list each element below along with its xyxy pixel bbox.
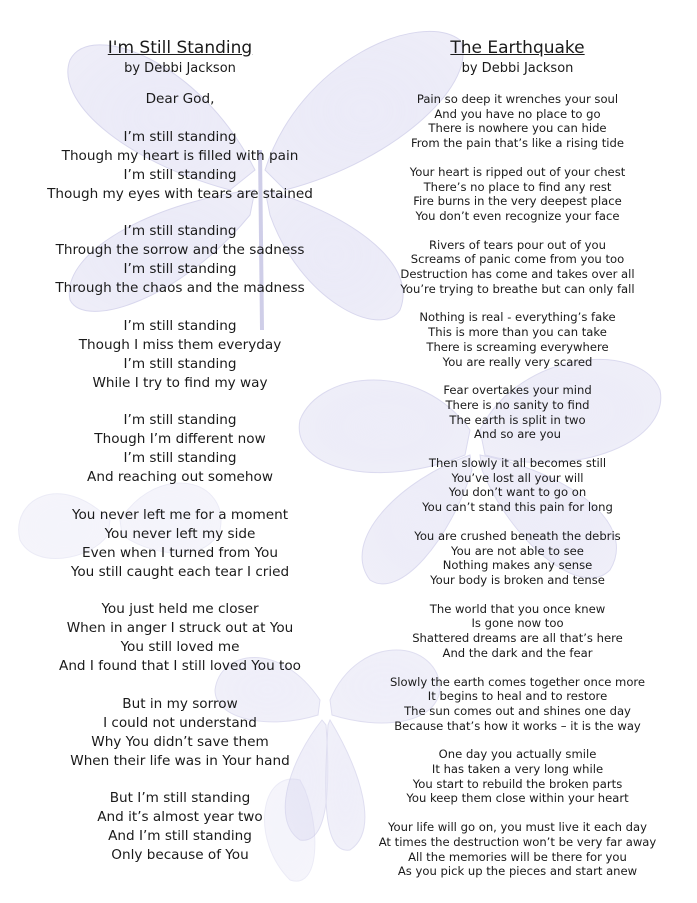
poem-line: Fire burns in the very deepest place	[413, 194, 622, 209]
stanza	[30, 600, 330, 676]
poem-line: Fear overtakes your mind	[443, 383, 592, 398]
poem-line: From the pain that’s like a rising tide	[410, 136, 625, 151]
poem-line: There is nowhere you can hide	[428, 121, 607, 136]
poem-line: You still caught each tear I cried	[70, 563, 290, 580]
poem-line: Your heart is ripped out of your chest	[409, 164, 626, 179]
poem-line: I’m still standing	[123, 355, 237, 372]
stanza	[30, 317, 330, 393]
poem-line: You are crushed beneath the debris	[414, 528, 621, 543]
stanza	[360, 383, 675, 442]
poem-line: The world that you once knew	[429, 601, 606, 616]
poem-line: Rivers of tears pour out of you	[429, 237, 606, 252]
poem-line: You don’t even recognize your face	[415, 208, 620, 223]
poem-line: Shattered dreams are all that’s here	[412, 631, 623, 646]
poem-line: You keep them close within your heart	[406, 791, 629, 806]
poem-line: All the memories will be there for you	[408, 849, 627, 864]
stanza	[30, 695, 330, 771]
stanza	[360, 92, 675, 151]
poem-line: I’m still standing	[123, 317, 237, 334]
stanza	[30, 90, 330, 109]
poem-line: Then slowly it all becomes still	[428, 456, 607, 471]
poem-line: Only because of You	[111, 847, 249, 864]
poem-right	[360, 36, 675, 893]
poem-line: You can’t stand this pain for long	[422, 500, 613, 515]
poem-line: Screams of panic come from you too	[410, 252, 625, 267]
poem-line: Dear God,	[145, 91, 215, 107]
poem-line: And you have no place to go	[434, 106, 601, 121]
poem-line: Through the chaos and the madness	[55, 280, 305, 297]
stanza	[30, 128, 330, 204]
poem-line: Destruction has come and takes over all	[400, 267, 635, 282]
poem-line: Though I miss them everyday	[78, 336, 282, 353]
poem-line: I’m still standing	[123, 223, 237, 240]
poem-left	[30, 36, 330, 884]
poem-line: Is gone now too	[471, 616, 564, 631]
poem-line: There’s no place to find any rest	[423, 179, 612, 194]
poem-line: Though my eyes with tears are stained	[47, 185, 313, 202]
stanza	[360, 675, 675, 734]
poem-line: And it’s almost year two	[97, 809, 263, 826]
poem-line: Though my heart is filled with pain	[61, 147, 299, 164]
poem-line: You don’t want to go on	[448, 485, 587, 500]
stanza	[360, 747, 675, 806]
poem-line: This is more than you can take	[428, 325, 607, 340]
poem-line: Even when I turned from You	[82, 544, 278, 561]
poem-line: It begins to heal and to restore	[427, 689, 608, 704]
stanza	[360, 529, 675, 588]
poem-author: by Debbi Jackson	[124, 61, 236, 76]
poem-body	[30, 90, 330, 865]
poem-line: As you pick up the pieces and start anew	[397, 864, 638, 879]
poem-line: I’m still standing	[123, 412, 237, 429]
poem-line: Through the sorrow and the sadness	[55, 242, 305, 259]
poem-line: You start to rebuild the broken parts	[412, 776, 623, 791]
stanza	[360, 238, 675, 297]
poem-line: Nothing is real - everything’s fake	[419, 310, 616, 325]
poem-line: And the dark and the fear	[442, 645, 593, 660]
poem-title: I'm Still Standing	[107, 38, 253, 58]
poem-line: I could not understand	[103, 714, 257, 731]
poem-line: When their life was in Your hand	[70, 752, 290, 769]
stanza	[30, 411, 330, 487]
poem-line: You never left my side	[104, 525, 256, 542]
poem-title: The Earthquake	[450, 38, 585, 58]
poem-line: You still loved me	[120, 639, 240, 656]
stanza	[30, 222, 330, 298]
poem-line: I’m still standing	[123, 261, 237, 278]
poem-line: Slowly the earth comes together once more	[389, 674, 646, 689]
poem-line: And I’m still standing	[108, 828, 252, 845]
poem-author: by Debbi Jackson	[461, 61, 574, 76]
poem-line: There is screaming everywhere	[426, 339, 609, 354]
stanza	[30, 789, 330, 865]
poem-line: You are really very scared	[442, 354, 593, 369]
poem-line: You are not able to see	[451, 543, 584, 558]
poem-line: But I’m still standing	[109, 790, 251, 807]
stanza	[30, 506, 330, 582]
poem-line: And so are you	[474, 427, 561, 442]
poem-line: The earth is split in two	[449, 412, 586, 427]
poem-line: I’m still standing	[123, 166, 237, 183]
poem-line: I’m still standing	[123, 450, 237, 467]
stanza	[360, 310, 675, 369]
poem-line: You just held me closer	[101, 601, 259, 618]
poem-line: At times the destruction won’t be very far away	[378, 834, 657, 849]
poem-line: The sun comes out and shines one day	[404, 703, 631, 718]
poem-line: Pain so deep it wrenches your soul	[416, 92, 619, 106]
stanza	[360, 456, 675, 515]
poem-line: There is no sanity to find	[445, 397, 590, 412]
poem-line: One day you actually smile	[438, 747, 597, 762]
poem-line: And reaching out somehow	[87, 469, 273, 486]
poem-line: I’m still standing	[123, 128, 237, 145]
poem-body	[360, 92, 675, 879]
poem-line: It has taken a very long while	[431, 762, 604, 777]
poem-line: While I try to find my way	[92, 374, 268, 391]
stanza	[360, 165, 675, 224]
poem-line: And I found that I still loved You too	[59, 658, 301, 675]
poem-line: You’re trying to breathe but can only fall	[400, 281, 635, 296]
poem-line: Nothing makes any sense	[442, 558, 593, 573]
poem-line: Your life will go on, you must live it each day	[387, 820, 647, 835]
poem-line: When in anger I struck out at You	[66, 620, 294, 637]
stanza	[360, 820, 675, 879]
poem-line: You’ve lost all your will	[451, 470, 584, 485]
poem-line: Why You didn’t save them	[91, 733, 269, 750]
poem-line: But in my sorrow	[122, 695, 238, 712]
poem-line: You never left me for a moment	[71, 506, 289, 523]
stanza	[360, 602, 675, 661]
poem-line: Though I’m different now	[94, 431, 266, 448]
poem-line: Your body is broken and tense	[430, 572, 605, 587]
poem-line: Because that’s how it works – it is the way	[394, 718, 641, 733]
